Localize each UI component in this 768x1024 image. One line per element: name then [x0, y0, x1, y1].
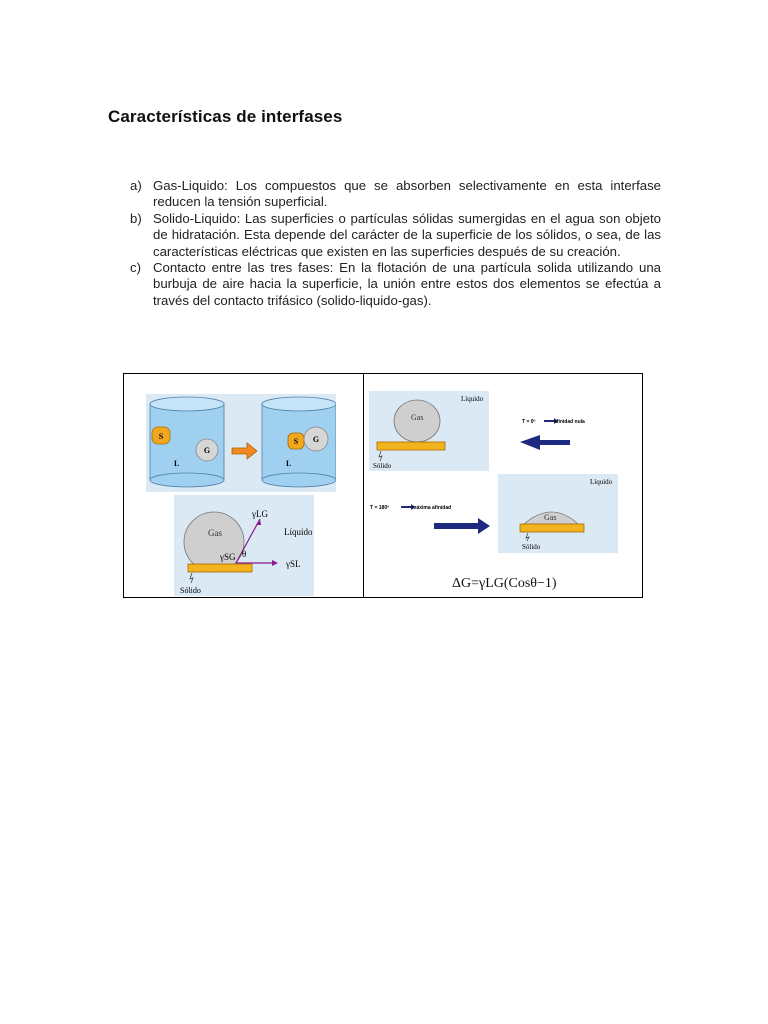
list-item-a: [130, 178, 661, 211]
liquid-label: L: [286, 459, 292, 468]
solid-surface: [520, 524, 584, 532]
gas-label: Gas: [544, 513, 557, 522]
gas-label: G: [203, 446, 211, 455]
gas-label: G: [312, 435, 320, 444]
gamma-lg-label: γLG: [252, 509, 268, 519]
note-text: afinidad nula: [554, 419, 585, 425]
note-text: máxima afinidad: [412, 505, 452, 511]
interface-list: [130, 178, 661, 309]
solid-label: S: [293, 437, 299, 446]
liquid-label: Líquido: [590, 478, 613, 486]
figure-divider: [363, 374, 364, 597]
list-item-text: Contacto entre las tres fases: En la flotación de una partícula solida utilizando una burbuja de aire hacia la superficie, la unión entre estos dos elementos se efectúa a través del contacto trifásico (solido-liquido-gas).: [153, 260, 661, 308]
list-item-c: [130, 260, 661, 309]
left-arrow-icon: [520, 435, 570, 450]
list-marker: b): [130, 210, 142, 226]
solid-label: Sólido: [373, 462, 392, 470]
max-affinity-note: [368, 502, 496, 542]
solid-label: Sólido: [522, 543, 541, 551]
contact-angle-diagram: [174, 495, 314, 596]
solid-label: S: [158, 432, 164, 441]
gas-label: Gas: [208, 528, 222, 538]
list-item-text: Gas-Liquido: Los compuestos que se absorben selectivamente en esta interfase reducen la tensión superficial.: [153, 178, 661, 210]
interface-figure: [123, 373, 643, 598]
solid-surface: [188, 564, 252, 572]
gamma-sg-label: γSG: [220, 552, 236, 562]
gamma-sl-label: γSL: [286, 559, 301, 569]
right-arrow-icon: [434, 518, 490, 534]
liquid-label: Líquido: [284, 527, 313, 537]
liquid-label: Líquido: [461, 395, 484, 403]
max-affinity-diagram: [498, 474, 618, 553]
solid-label: Sólido: [180, 586, 201, 595]
liquid-label: L: [174, 459, 180, 468]
list-marker: a): [130, 178, 142, 193]
solid-surface: [377, 442, 445, 450]
list-item-text: Solido-Liquido: Las superficies o partículas sólidas sumergidas en el agua son objeto de hidratación. Esta depende del carácter de la superficie de los sólidos, o sea, de las características eléctricas que existen en las superficies después de su creación.: [153, 210, 661, 259]
gas-bubble: [184, 512, 247, 572]
left-cylinder: [150, 397, 224, 487]
cylinders-diagram: [146, 394, 336, 492]
gibbs-formula: ΔG=γLG(Cosθ−1): [452, 576, 557, 591]
page-title: Características de interfases: [108, 107, 343, 126]
note-label: T = 0º: [522, 419, 536, 425]
zero-affinity-note: [520, 416, 630, 456]
theta-label: θ: [242, 549, 247, 559]
list-marker: c): [130, 260, 141, 276]
gas-label: Gas: [411, 413, 424, 422]
note-label: T = 180º: [370, 505, 389, 511]
right-cylinder: [262, 397, 336, 487]
list-item-b: [130, 211, 661, 260]
zero-affinity-diagram: [369, 391, 489, 471]
